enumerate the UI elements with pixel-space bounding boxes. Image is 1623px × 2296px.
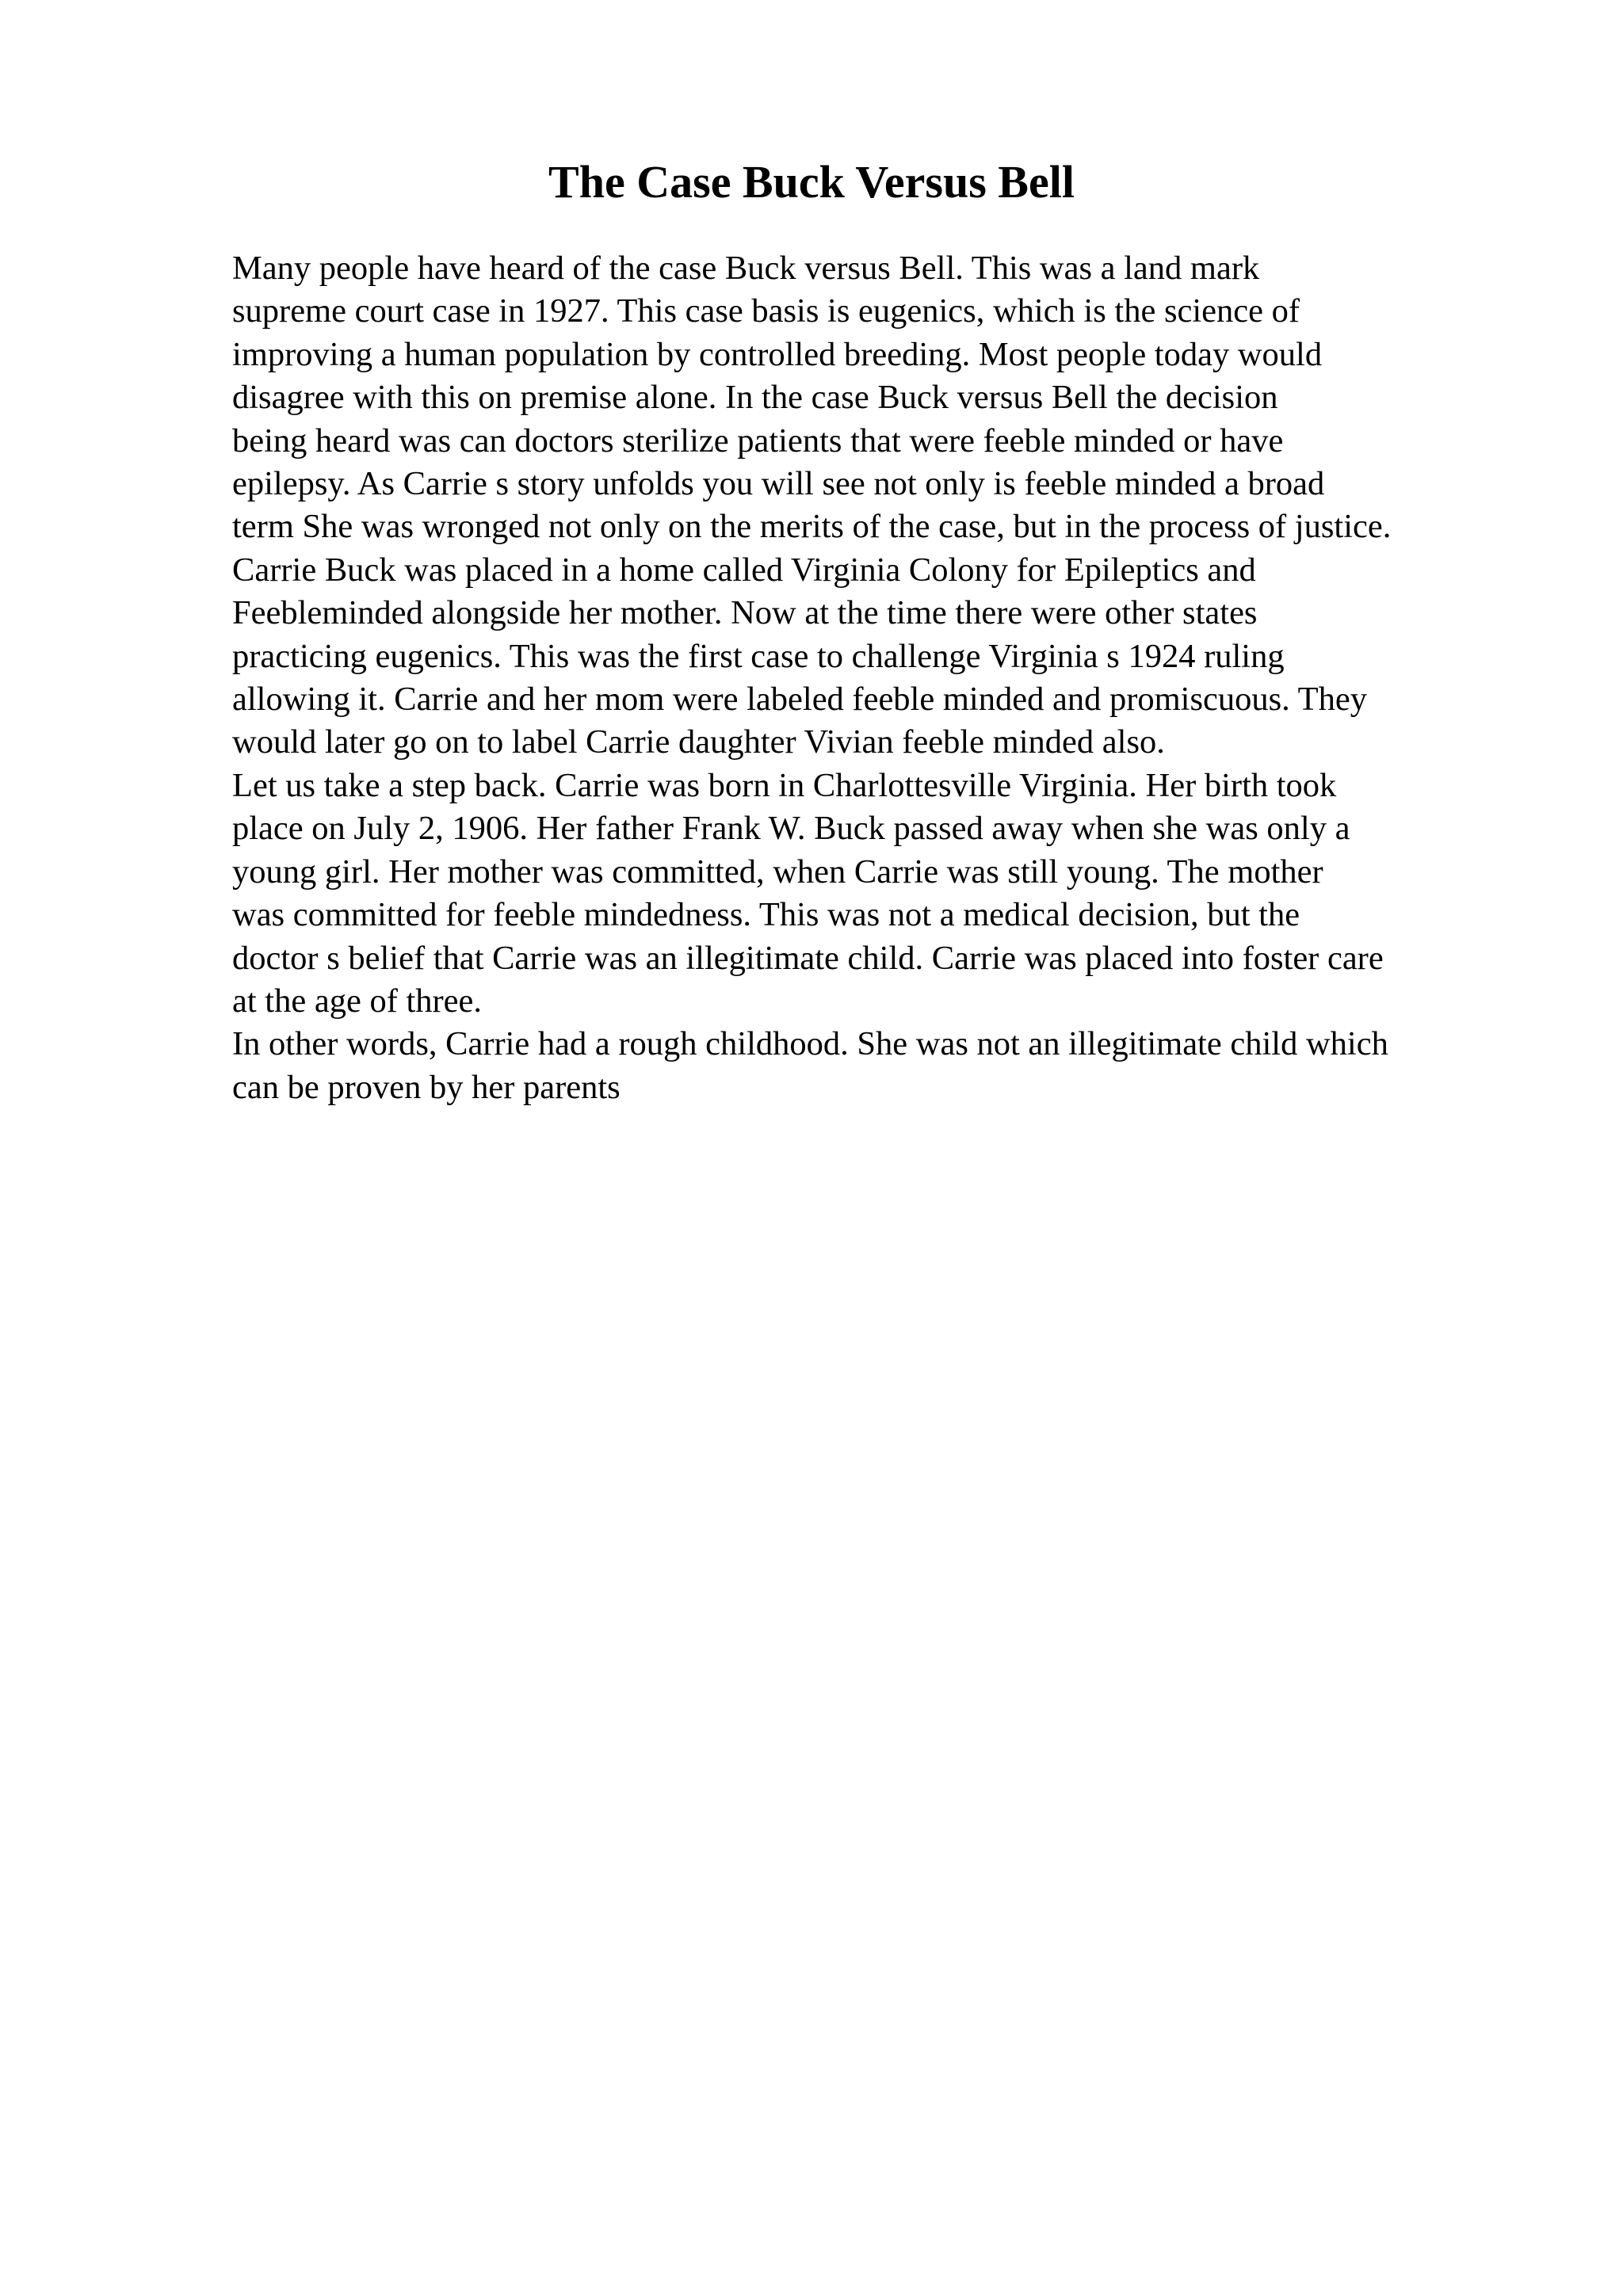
body-line: at the age of three. xyxy=(232,982,483,1020)
body-line: term She was wronged not only on the merits of the case, but in the process of justice. xyxy=(232,508,1392,546)
body-line: doctor s belief that Carrie was an illegitimate child. Carrie was placed into foster care xyxy=(232,939,1384,977)
document-title: The Case Buck Versus Bell xyxy=(548,156,1075,208)
body-line: would later go on to label Carrie daughter Vivian feeble minded also. xyxy=(232,723,1165,761)
body-line: disagree with this on premise alone. In the case Buck versus Bell the decision xyxy=(232,379,1278,417)
body-line: epilepsy. As Carrie s story unfolds you will see not only is feeble minded a broad xyxy=(232,465,1325,503)
body-line: being heard was can doctors sterilize patients that were feeble minded or have xyxy=(232,421,1284,460)
body-line: allowing it. Carrie and her mom were labeled feeble minded and promiscuous. They xyxy=(232,681,1367,719)
body-line: improving a human population by controlled breeding. Most people today would xyxy=(232,335,1323,373)
body-line: can be proven by her parents xyxy=(232,1068,621,1106)
body-line: young girl. Her mother was committed, when Carrie was still young. The mother xyxy=(232,852,1323,891)
body-line: Feebleminded alongside her mother. Now at the time there were other states xyxy=(232,594,1258,632)
body-line: Carrie Buck was placed in a home called Virginia Colony for Epileptics and xyxy=(232,551,1256,589)
body-line: Let us take a step back. Carrie was born in Charlottesville Virginia. Her birth took xyxy=(232,766,1337,804)
body-line: was committed for feeble mindedness. This was not a medical decision, but the xyxy=(232,896,1300,934)
body-line: supreme court case in 1927. This case basis is eugenics, which is the science of xyxy=(232,292,1300,330)
body-line: Many people have heard of the case Buck versus Bell. This was a land mark xyxy=(232,250,1260,287)
body-line: place on July 2, 1906. Her father Frank W. Buck passed away when she was only a xyxy=(232,810,1350,848)
body-line: practicing eugenics. This was the first case to challenge Virginia s 1924 ruling xyxy=(232,637,1285,675)
body-line: In other words, Carrie had a rough childhood. She was not an illegitimate child which xyxy=(232,1025,1388,1063)
document-body xyxy=(232,247,1532,1109)
